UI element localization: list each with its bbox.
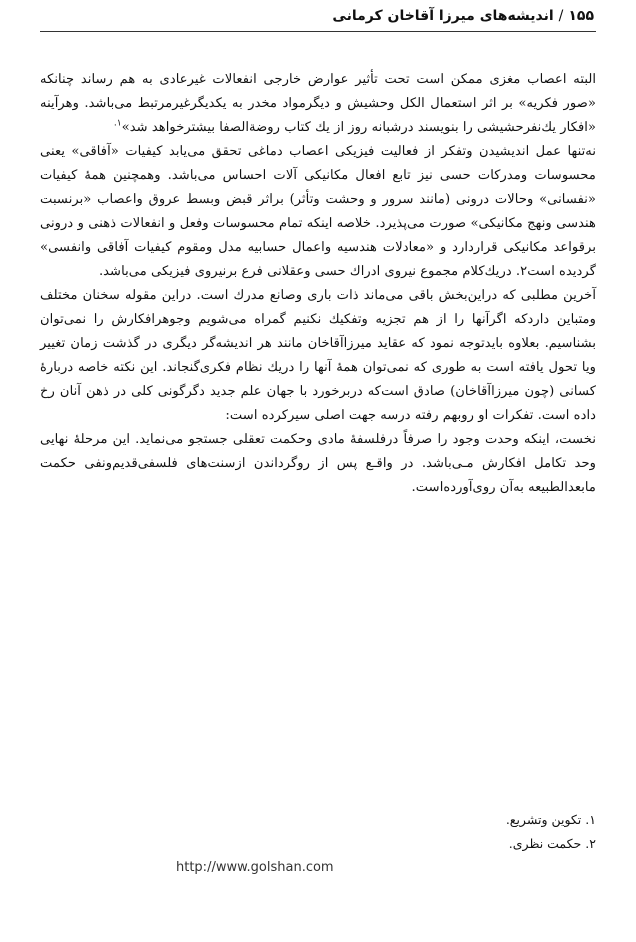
paragraph-1 [40,68,596,140]
footnote-2-number: ۲. [585,836,596,851]
footnote-2 [300,832,596,856]
paragraph-3-text: آخرین مطلبی که دراین‌بخش باقی می‌ماند ذات باری وصانع مدرك است. دراین مقوله سخنان مختلف ومتباین داردکه اگرآنها را از هم تجزیه وتفکیك نکنیم گمراه می‌شویم وجوهرافکارش را نمی‌توان بشناسیم. بعلاوه بایدتوجه نمود که عقاید میرزاآقاخان مانند هر اندیشه‌گر دیگری در گذشت زمان تغییر ویا تحول یافته است به طوری که نمی‌توان همهٔ آنها را دریك نظام فکری‌گنجاند. این نکته خاصه دربارهٔ کسانی (چون میرزاآقاخان) صادق است‌که دربرخورد با جهان علم جدید دگرگونی کلی در ذهن آنان رخ داده است. تفکرات او روبهم رفته درسه جهت اصلی سیرکرده است: [40,288,596,423]
footnote-ref-1: ۱. [113,118,122,129]
running-header [332,8,594,24]
watermark-url: http://www.golshan.com [176,860,334,875]
paragraph-4-text: نخست، اینکه وحدت وجود را صرفاً درفلسفهٔ مادی وحکمت تعقلی جستجو می‌نماید. این مرحلهٔ نهایی وحد تکامل افکارش مـی‌باشد. در واقـع پس از رو‌گرداندن ازسنت‌های فلسفی‌قدیم‌ونفی حکمت مابعدالطبیعه به‌آن روی‌آورده‌است. [40,432,596,495]
paragraph-1-text: البته اعصاب مغزی ممکن است تحت تأثیر عوارض خارجی انفعالات غیرعادی به هم رساند چنانکه «صور فکریه» بر اثر استعمال الکل وحشیش و دیگرمواد مخدر به یکدیگرغیرمرتبط می‌باشد. وهرآینه «افکار یك‌نفرحشیشی را بنویسند درشبانه روز از یك کتاب روضة‌الصفا بیشترخواهد شد» [40,72,596,135]
footnotes [300,808,596,856]
paragraph-2-tail: ۲. دریك‌کلام مجموع نیروی ادراك حسی وعقلانی فرع برنیروی فیزیکی می‌باشد. [98,264,528,279]
paragraph-2-text: نه‌تنها عمل اندیشیدن وتفکر از فعالیت فیزیکی اعصاب دماغی تحقق می‌یابد کیفیات «آفاقی» یعنی محسوسات ومدرکات حسی نیز تابع افعال مکانیکی آلات احساس می‌باشد. وهمچنین همهٔ کیفیات «نفسانی» وحالات درونی (مانند سرور و وحشت وتأثر) براثر قبض وبسط عروق واعصاب «برنسبت هندسی ونهج مکانیکی» صورت می‌پذیرد. خلاصه اینکه تمام محسوسات وفعل و انفعالات ذهنی و درونی برقواعد مکانیکی قراردارد و «معادلات هندسیه واعمال حسابیه مدل ومقوم کیفیات آفاقی وانفسی» گردیده است [40,144,596,279]
header-separator: / [558,8,564,24]
paragraph-4 [40,428,596,500]
book-title: اندیشه‌های میرزا آقاخان کرمانی [332,8,554,24]
body-text [40,68,596,500]
header-rule [40,31,596,32]
page-number: ۱۵۵ [568,8,594,24]
paragraph-3 [40,284,596,428]
footnote-1-number: ۱. [585,812,596,827]
footnote-1-text: تکوین وتشریع. [505,812,582,827]
paragraph-2 [40,140,596,284]
footnote-2-text: حکمت نظری. [508,836,582,851]
footnote-1 [300,808,596,832]
